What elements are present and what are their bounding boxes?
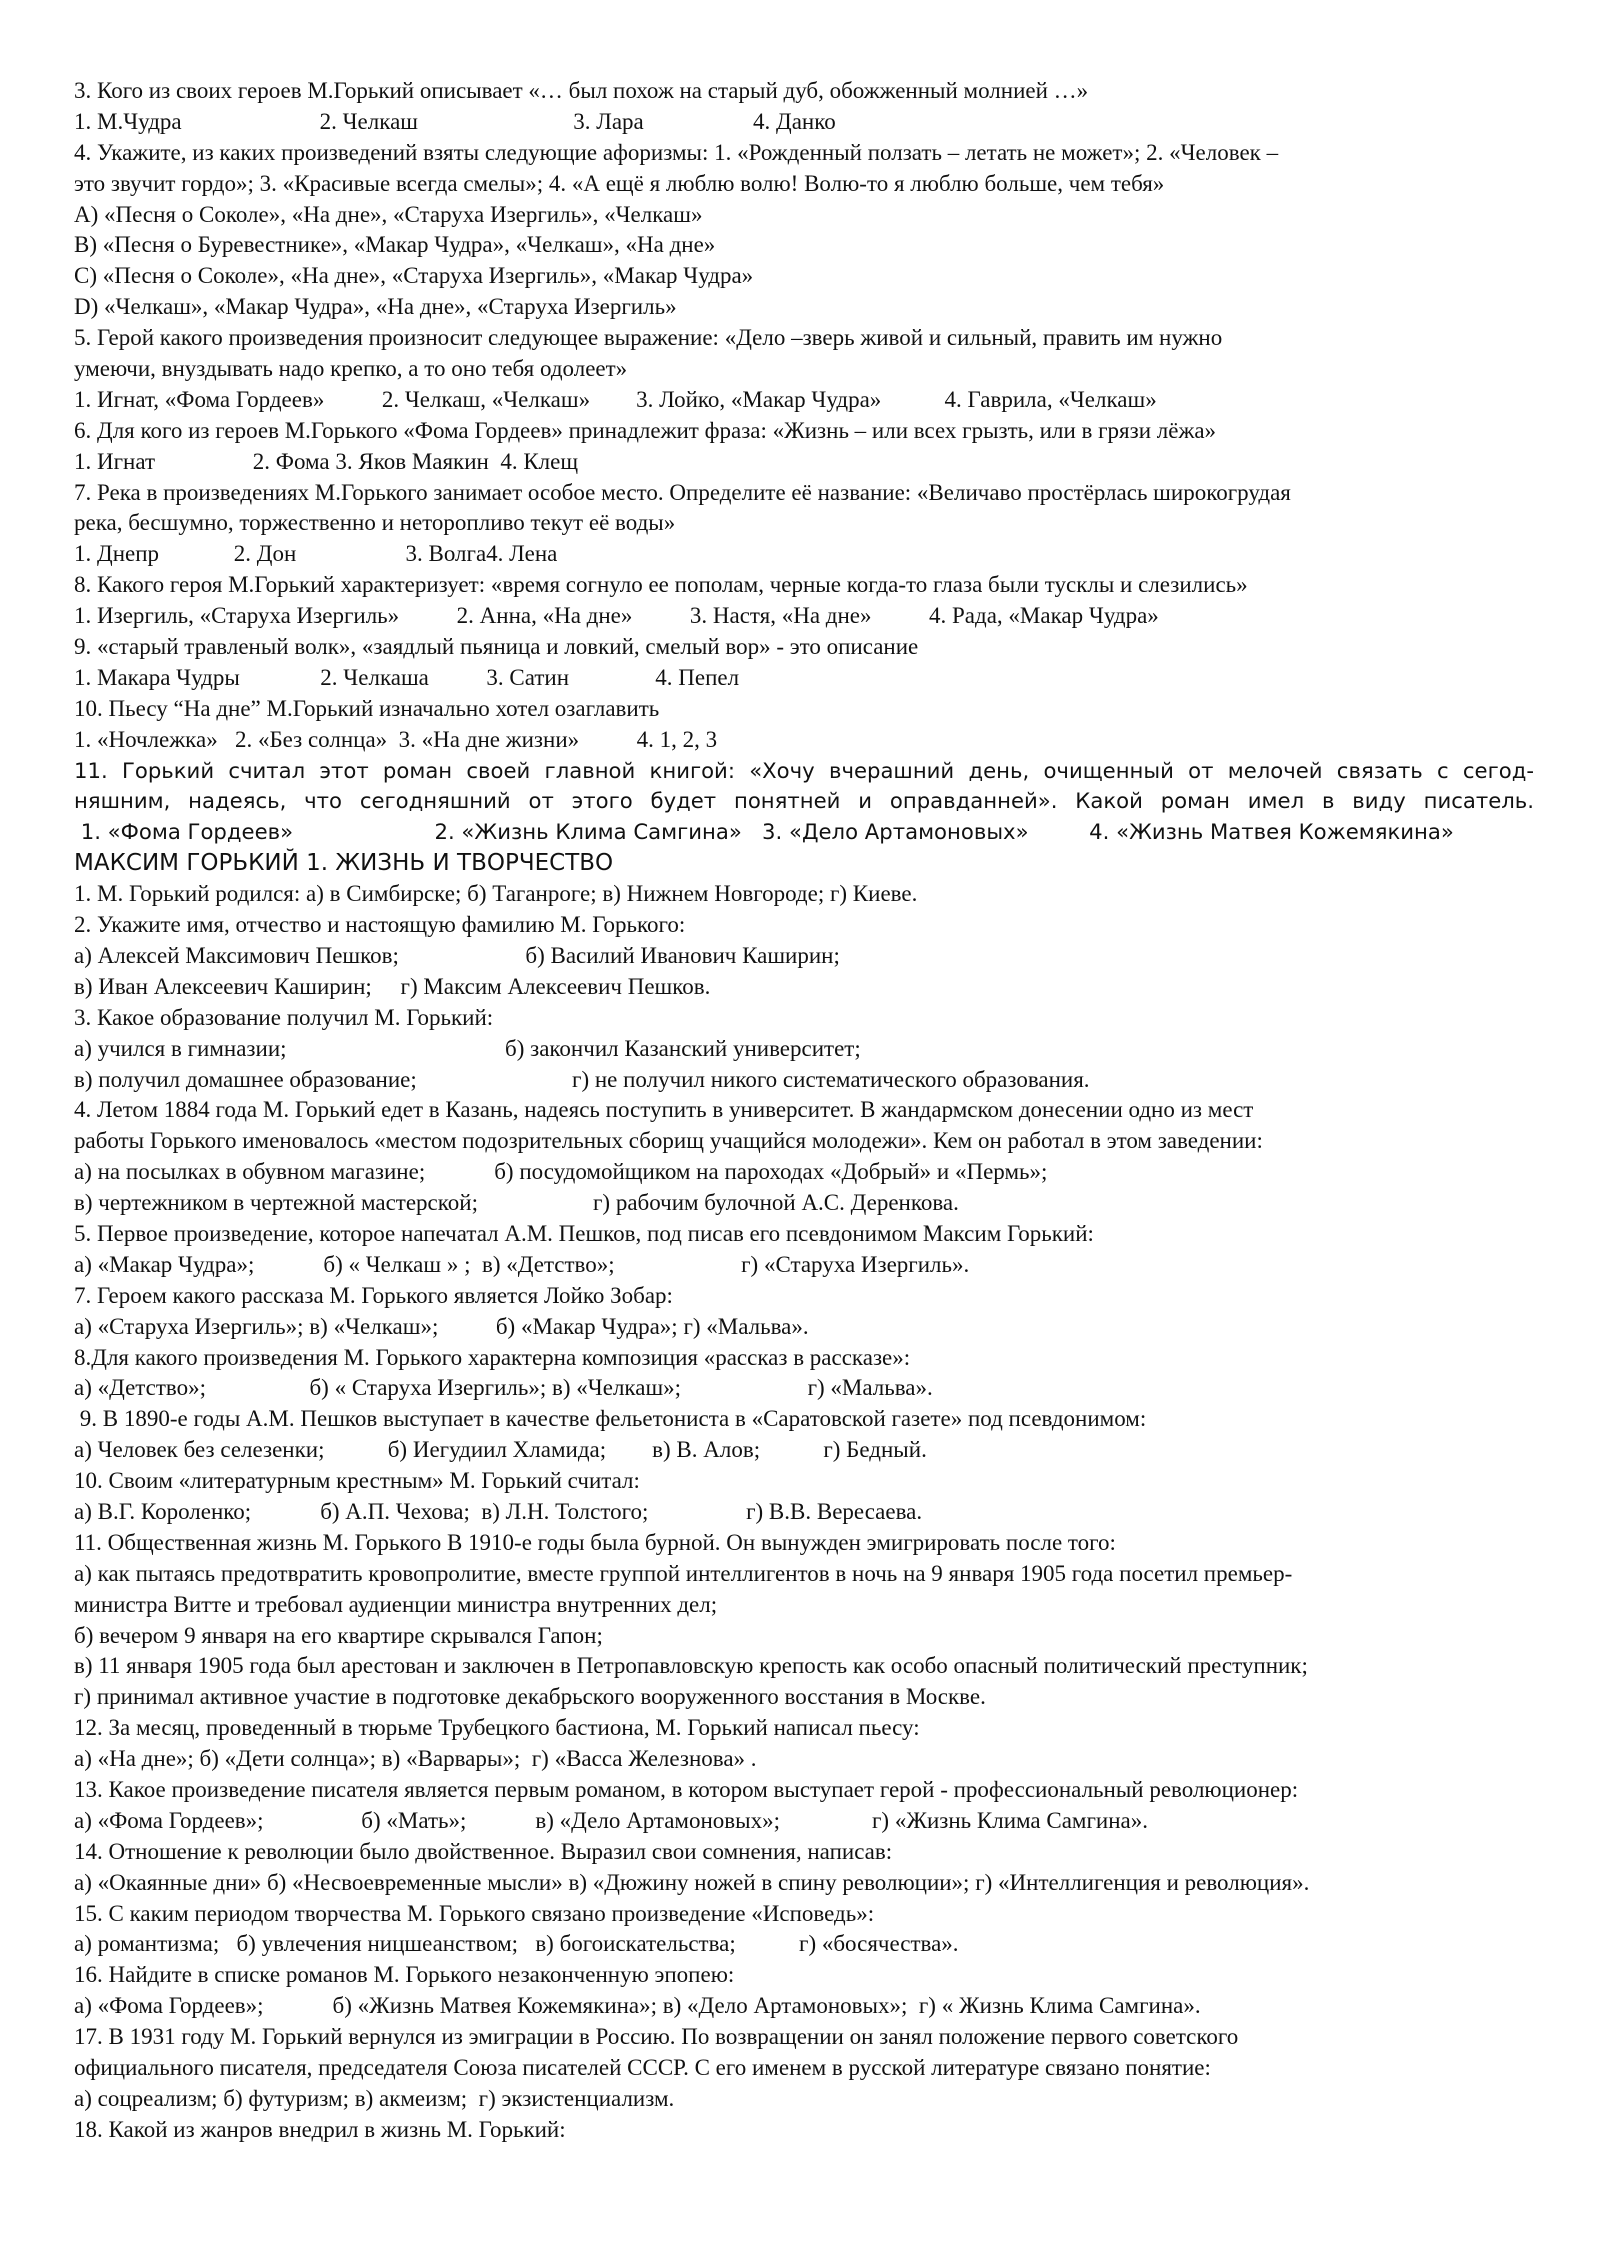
text-line: в) получил домашнее образование; г) не получил никого систематического образования. — [74, 1066, 1090, 1092]
text-line: 12. За месяц, проведенный в тюрьме Трубецкого бастиона, М. Горький написал пьесу: — [74, 1715, 920, 1741]
text-line: 10. Своим «литературным крестным» М. Горький считал: — [74, 1468, 640, 1494]
text-line: 14. Отношение к революции было двойственное. Выразил свои сомнения, написав: — [74, 1838, 893, 1864]
text-line: C) «Песня о Соколе», «На дне», «Старуха Изергиль», «Макар Чудра» — [74, 263, 754, 289]
text-line: в) чертежником в чертежной мастерской; г) рабочим булочной А.С. Деренкова. — [74, 1190, 959, 1216]
text-line: 16. Найдите в списке романов М. Горького незаконченную эпопею: — [74, 1962, 735, 1988]
text-line: министра Витте и требовал аудиенции министра внутренних дел; — [74, 1591, 718, 1617]
text-line: а) как пытаясь предотвратить кровопролитие, вместе группой интеллигентов в ночь на 9 января 1905 года посетил премьер- — [74, 1560, 1293, 1586]
text-line: а) «На дне»; б) «Дети солнца»; в) «Варвары»; г) «Васса Железнова» . — [74, 1746, 757, 1772]
text-line: 6. Для кого из героев М.Горького «Фома Гордеев» принадлежит фраза: «Жизнь – или всех грызть, или в грязи лёжа» — [74, 417, 1217, 443]
document-page — [74, 76, 1534, 2146]
text-line: 1. Игнат, «Фома Гордеев» 2. Челкаш, «Челкаш» 3. Лойко, «Макар Чудра» 4. Гаврила, «Челкаш» — [74, 386, 1157, 412]
text-line: 18. Какой из жанров внедрил в жизнь М. Горький: — [74, 2116, 566, 2142]
text-line: в) Иван Алексеевич Каширин; г) Максим Алексеевич Пешков. — [74, 973, 711, 999]
text-line: официального писателя, председателя Союза писателей СССР. С его именем в русской литературе связано понятие: — [74, 2055, 1211, 2080]
text-line: а) «Фома Гордеев»; б) «Жизнь Матвея Кожемякина»; в) «Дело Артамоновых»; г) « Жизнь Клима Самгина». — [74, 1993, 1201, 2019]
text-line: 3. Кого из своих героев М.Горький описывает «… был похож на старый дуб, обожженный молнией …» — [74, 78, 1089, 103]
text-line: 1. Изергиль, «Старуха Изергиль» 2. Анна, «На дне» 3. Настя, «На дне» 4. Рада, «Макар Чудра» — [74, 603, 1159, 629]
text-line: в) 11 января 1905 года был арестован и заключен в Петропавловскую крепость как особо опасный политический преступник; — [74, 1653, 1308, 1679]
text-line: 17. В 1931 году М. Горький вернулся из эмиграции в Россию. По возвращении он занял положение первого советского — [74, 2024, 1239, 2050]
text-line: 9. В 1890-е годы А.М. Пешков выступает в качестве фельетониста в «Саратовской газете» под псевдонимом: — [74, 1406, 1147, 1432]
text-line: умеючи, внуздывать надо крепко, а то оно тебя одолеет» — [74, 356, 628, 382]
text-line: 1. Макара Чудры 2. Челкаша 3. Сатин 4. Пепел — [74, 664, 740, 690]
text-line: 4. Укажите, из каких произведений взяты следующие афоризмы: 1. «Рожденный ползать – летать не может»; 2. «Человек – — [74, 139, 1279, 165]
text-line: а) Человек без селезенки; б) Иегудиил Хламида; в) В. Алов; г) Бедный. — [74, 1437, 927, 1463]
text-line: 5. Герой какого произведения произносит следующее выражение: «Дело –зверь живой и сильный, править им нужно — [74, 325, 1223, 351]
text-line: это звучит гордо»; 3. «Красивые всегда смелы»; 4. «А ещё я люблю волю! Волю-то я люблю больше, чем тебя» — [74, 170, 1165, 196]
text-line: 1. М.Чудра 2. Челкаш 3. Лара 4. Данко — [74, 108, 836, 134]
text-line: B) «Песня о Буревестнике», «Макар Чудра», «Челкаш», «На дне» — [74, 232, 716, 258]
text-line: 1. Игнат 2. Фома 3. Яков Маякин 4. Клещ — [74, 448, 579, 474]
text-line: 15. С каким периодом творчества М. Горького связано произведение «Исповедь»: — [74, 1900, 875, 1926]
text-line: няшним, надеясь, что сегодняшний от этого будет понятней и оправданней». Какой роман имел в виду писатель. — [74, 788, 1534, 814]
text-line: 4. Летом 1884 года М. Горький едет в Казань, надеясь поступить в университет. В жандармском донесении одно из мест — [74, 1097, 1254, 1123]
text-line: а) «Макар Чудра»; б) « Челкаш » ; в) «Детство»; г) «Старуха Изергиль». — [74, 1251, 970, 1277]
text-line: 13. Какое произведение писателя является первым романом, в котором выступает герой - профессиональный революционер: — [74, 1776, 1299, 1802]
text-line: 8.Для какого произведения М. Горького характерна композиция «рассказ в рассказе»: — [74, 1344, 911, 1370]
text-line: а) учился в гимназии; б) закончил Казанский университет; — [74, 1035, 861, 1061]
text-line: 1. М. Горький родился: а) в Симбирске; б) Таганроге; в) Нижнем Новгороде; г) Киеве. — [74, 881, 918, 907]
text-line: река, бесшумно, торжественно и неторопливо текут её воды» — [74, 510, 676, 536]
text-line: б) вечером 9 января на его квартире скрывался Гапон; — [74, 1622, 603, 1648]
text-line: МАКСИМ ГОРЬКИЙ 1. ЖИЗНЬ И ТВОРЧЕСТВО — [74, 850, 614, 877]
text-line: 10. Пьесу “На дне” М.Горький изначально хотел озаглавить — [74, 695, 660, 721]
text-line: 1. Днепр 2. Дон 3. Волга4. Лена — [74, 541, 558, 567]
text-line: 5. Первое произведение, которое напечатал А.М. Пешков, под писав его псевдонимом Максим Горький: — [74, 1220, 1094, 1246]
text-line: 11. Общественная жизнь М. Горького В 1910-е годы была бурной. Он вынужден эмигрировать после того: — [74, 1529, 1116, 1555]
text-line: 11. Горький считал этот роман своей главной книгой: «Хочу вчерашний день, очищенный от мелочей связать с сегод- — [74, 757, 1534, 783]
text-line: 7. Река в произведениях М.Горького занимает особое место. Определите её название: «Величаво простёрлась широкогрудая — [74, 479, 1291, 505]
text-line: D) «Челкаш», «Макар Чудра», «На дне», «Старуха Изергиль» — [74, 294, 677, 320]
text-line: а) В.Г. Короленко; б) А.П. Чехова; в) Л.Н. Толстого; г) В.В. Вересаева. — [74, 1498, 923, 1524]
text-line: а) «Детство»; б) « Старуха Изергиль»; в) «Челкаш»; г) «Мальва». — [74, 1375, 933, 1401]
text-line: а) соцреализм; б) футуризм; в) акмеизм; г) экзистенциализм. — [74, 2085, 675, 2111]
text-line: 3. Какое образование получил М. Горький: — [74, 1004, 494, 1030]
text-line: 2. Укажите имя, отчество и настоящую фамилию М. Горького: — [74, 912, 686, 938]
text-line: 1. «Фома Гордеев» 2. «Жизнь Клима Самгина» 3. «Дело Артамоновых» 4. «Жизнь Матвея Кожемякина» — [74, 819, 1454, 845]
text-line: A) «Песня о Соколе», «На дне», «Старуха Изергиль», «Челкаш» — [74, 201, 703, 227]
text-line: а) на посылках в обувном магазине; б) посудомойщиком на пароходах «Добрый» и «Пермь»; — [74, 1159, 1048, 1185]
text-line: а) Алексей Максимович Пешков; б) Василий Иванович Каширин; — [74, 942, 840, 968]
text-line: а) «Окаянные дни» б) «Несвоевременные мысли» в) «Дюжину ножей в спину революции»; г) «Интеллигенция и революция». — [74, 1869, 1310, 1895]
text-line: работы Горького именовалось «местом подозрительных сборищ учащийся молодежи». Кем он работал в этом заведении: — [74, 1128, 1263, 1154]
text-line: а) «Фома Гордеев»; б) «Мать»; в) «Дело Артамоновых»; г) «Жизнь Клима Самгина». — [74, 1807, 1148, 1833]
text-line: г) принимал активное участие в подготовке декабрьского вооруженного восстания в Москве. — [74, 1684, 986, 1710]
text-line: а) «Старуха Изергиль»; в) «Челкаш»; б) «Макар Чудра»; г) «Мальва». — [74, 1313, 809, 1339]
text-line: 7. Героем какого рассказа М. Горького является Лойко Зобар: — [74, 1282, 673, 1308]
text-line: а) романтизма; б) увлечения ницшеанством; в) богоискательства; г) «босячества». — [74, 1931, 959, 1957]
text-line: 9. «старый травленый волк», «заядлый пьяница и ловкий, смелый вор» - это описание — [74, 634, 919, 660]
text-line: 8. Какого героя М.Горький характеризует: «время согнуло ее пополам, черные когда-то глаза были тусклы и слезились» — [74, 572, 1248, 598]
text-line: 1. «Ночлежка» 2. «Без солнца» 3. «На дне жизни» 4. 1, 2, 3 — [74, 726, 718, 752]
